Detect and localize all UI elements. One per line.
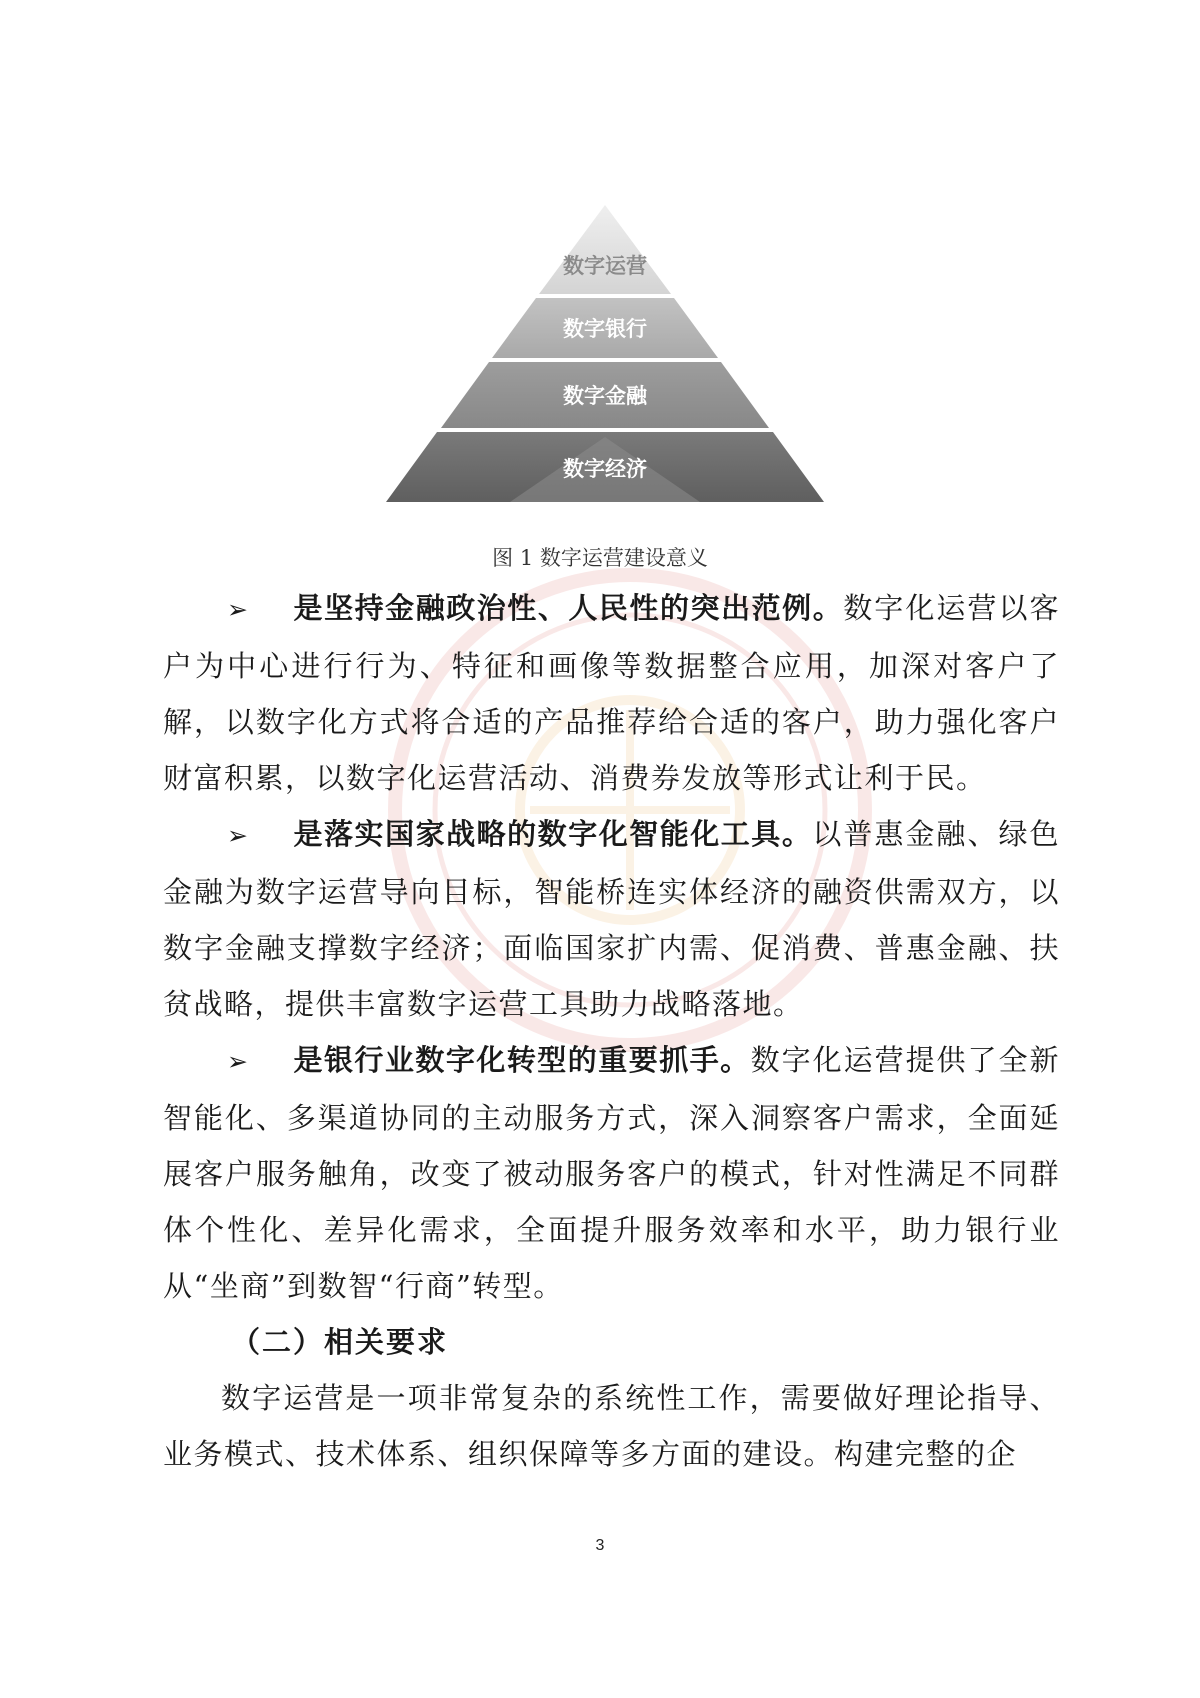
bullet-1-title: 是坚持金融政治性、人民性的突出范例。 bbox=[293, 591, 844, 625]
pyramid-label-3: 数字金融 bbox=[563, 384, 647, 408]
body-text bbox=[163, 580, 1060, 1482]
bullet-2-text: 以普惠金融、绿色金融为数字运营导向目标，智能桥连实体经济的融资供需双方，以数字金融支撑数字经济；面临国家扩内需、促消费、普惠金融、扶贫战略，提供丰富数字运营工具助力战略落地。 bbox=[163, 817, 1060, 1021]
pyramid-figure bbox=[380, 205, 830, 535]
bullet-paragraph-3 bbox=[163, 1032, 1060, 1314]
body-paragraph: 数字运营是一项非常复杂的系统性工作，需要做好理论指导、业务模式、技术体系、组织保障等多方面的建设。构建完整的企 bbox=[163, 1381, 1060, 1471]
bullet-2-title: 是落实国家战略的数字化智能化工具。 bbox=[293, 817, 813, 851]
bullet-3-title: 是银行业数字化转型的重要抓手。 bbox=[293, 1043, 751, 1077]
bullet-3-text: 数字化运营提供了全新智能化、多渠道协同的主动服务方式，深入洞察客户需求，全面延展客户服务触角，改变了被动服务客户的模式，针对性满足不同群体个性化、差异化需求，全面提升服务效率和水平，助力银行业从“坐商”到数智“行商”转型。 bbox=[163, 1043, 1060, 1303]
pyramid-layer-1 bbox=[539, 205, 671, 294]
section-heading: （二）相关要求 bbox=[231, 1325, 449, 1359]
pyramid-label-2: 数字银行 bbox=[563, 317, 647, 341]
figure-caption: 图 1 数字运营建设意义 bbox=[492, 546, 708, 570]
arrow-bullet-icon: ➢ bbox=[227, 821, 250, 850]
bullet-paragraph-1 bbox=[163, 580, 1060, 806]
arrow-bullet-icon: ➢ bbox=[227, 1047, 250, 1076]
bullet-1-text: 数字化运营以客户为中心进行行为、特征和画像等数据整合应用，加深对客户了解，以数字化方式将合适的产品推荐给合适的客户，助力强化客户财富积累，以数字化运营活动、消费券发放等形式让利于民。 bbox=[163, 591, 1060, 795]
arrow-bullet-icon: ➢ bbox=[227, 595, 250, 624]
pyramid-label-4: 数字经济 bbox=[563, 457, 647, 481]
bullet-paragraph-2 bbox=[163, 806, 1060, 1032]
page-number: 3 bbox=[595, 1537, 605, 1554]
pyramid-label-1: 数字运营 bbox=[563, 254, 647, 278]
